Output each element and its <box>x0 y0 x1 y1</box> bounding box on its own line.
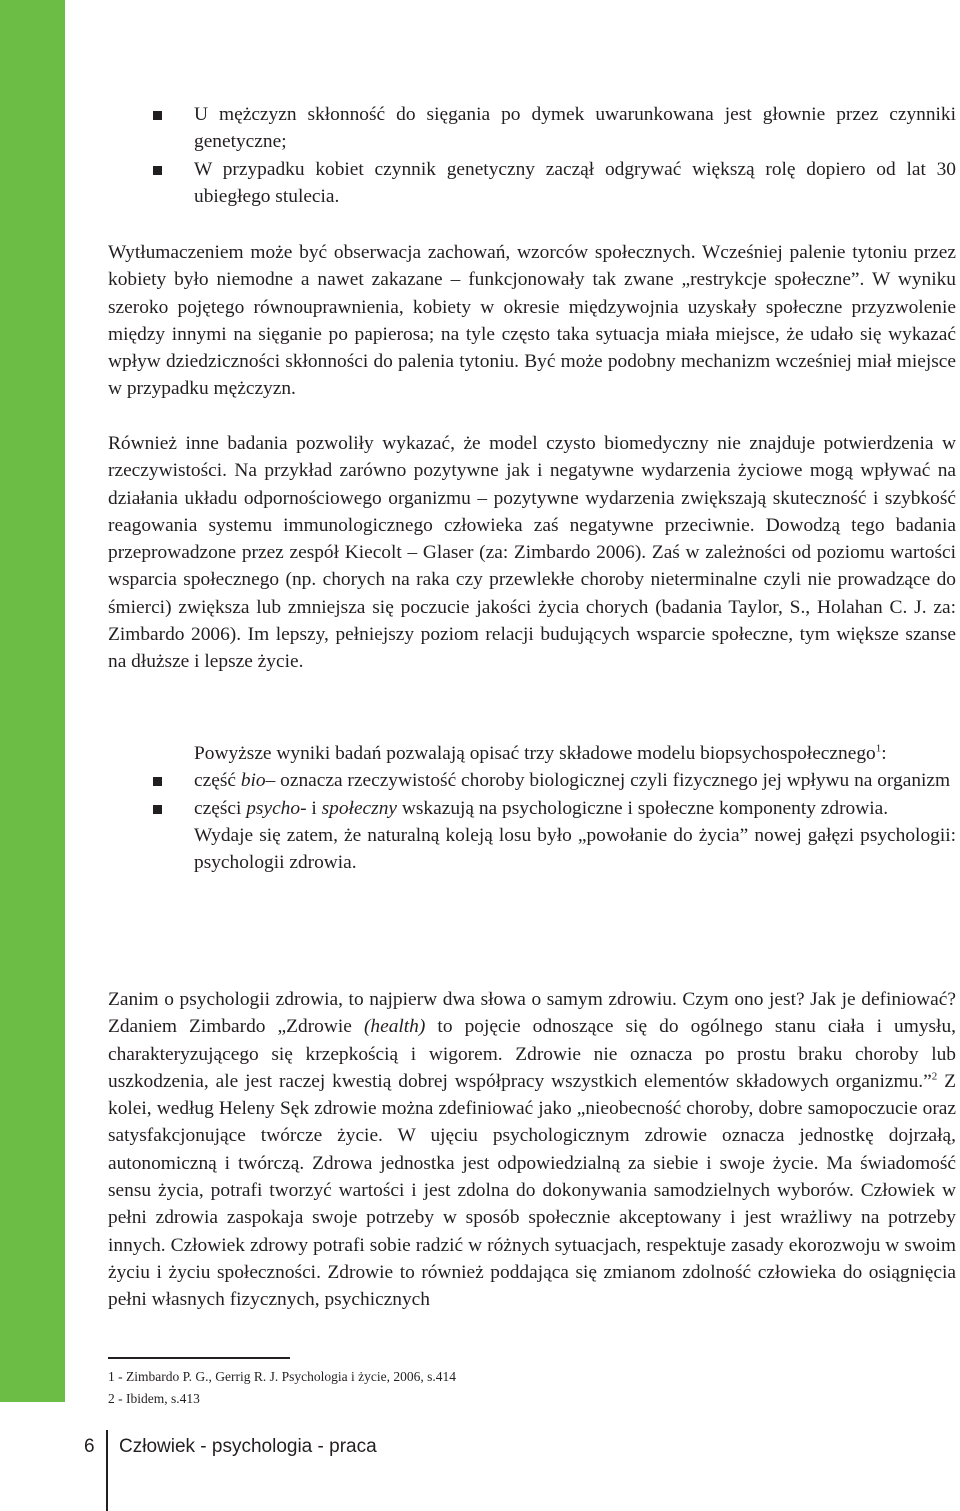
paragraph-health-definition: Zanim o psychologii zdrowia, to najpierw dwa słowa o samym zdrowiu. Czym ono jest? Jak je definiować? Zdaniem Zimbardo „Zdrowie (health) to pojęcie odnoszące się do ogólnego stanu ciała i umysłu, charakteryzującego się krzepkością i wigorem. Zdrowie nie oznacza po prostu braku choroby lub uszkodzenia, ale jest raczej kwestią dobrej współpracy wszystkich elementów składowych organizmu.”$^2$ Z kolei, według Heleny Sęk zdrowie można zdefiniować jako „nieobecność choroby, dobre samopoczucie oraz satysfakcjonujące twórcze życie. W ujęciu psychologicznym zdrowie oznacza jednostkę dojrzałą, autonomiczną i twórczą. Zdrowa jednostka jest odpowiedzialną za siebie i swoje życie. Ma świadomość sensu życia, potrafi tworzyć wartości i jest zdolna do dokonywania samodzielnych wyborów. Człowiek w pełni zdrowia zaspokaja swoje potrzeby w sposób społecznie akceptowany i jest wrażliwy na potrzeby innych. Człowiek zdrowy potrafi sobie radzić w różnych sytuacjach, respektuje zasady ekorozwoju w swoim życiu i życiu społeczności. Zdrowie to również poddająca się zmianom zdolność człowieka do osiągnięcia pełni własnych fizycznych, psychicznych <box>108 989 956 1311</box>
square-bullet-icon <box>153 166 162 175</box>
page-footer <box>0 1430 960 1511</box>
footer-divider <box>106 1430 108 1511</box>
list-item-text: U mężczyzn skłonność do sięgania po dymek uwarunkowana jest głownie przez czynniki genetyczne; <box>194 104 956 153</box>
footnote-ref: 1 <box>875 742 882 755</box>
model-intro: Powyższe wyniki badań pozwalają opisać trzy składowe modelu biopsychospołecznego$^1$: <box>194 742 887 764</box>
list-item <box>108 156 956 211</box>
square-bullet-icon <box>153 777 162 786</box>
square-bullet-icon <box>153 111 162 120</box>
list-item-psycho-social <box>108 795 956 822</box>
list-item-text: część bio– oznacza rzeczywistość choroby biologicznej czyli fizycznego jej wpływu na organizm <box>194 770 951 792</box>
footnote-1: 1 - Zimbardo P. G., Gerrig R. J. Psychologia i życie, 2006, s.414 <box>108 1369 456 1384</box>
risk-factors-list <box>108 101 956 210</box>
biopsychosocial-model-list <box>108 740 956 876</box>
footnote-2: 2 - Ibidem, s.413 <box>108 1391 200 1406</box>
side-accent-bar <box>0 0 65 1402</box>
list-item-text: W przypadku kobiet czynnik genetyczny zaczął odgrywać większą rolę dopiero od lat 30 ubiegłego stulecia. <box>194 158 956 207</box>
square-bullet-icon <box>153 805 162 814</box>
running-title: Człowiek - psychologia - praca <box>119 1436 377 1457</box>
list-item-text: części psycho- i społeczny wskazują na psychologiczne i społeczne komponenty zdrowia. <box>194 797 889 819</box>
model-conclusion: Wydaje się zatem, że naturalną koleją losu było „powołanie do życia” nowej gałęzi psychologii: psychologii zdrowia. <box>194 824 956 874</box>
footnotes <box>108 1366 456 1410</box>
paragraph-social-patterns: Wytłumaczeniem może być obserwacja zachowań, wzorców społecznych. Wcześniej palenie tytoniu przez kobiety było niemodne a nawet zakazane – funkcjonowały tak zwane „restrykcje społeczne”. W wyniku szeroko pojętego równouprawnienia, kobiety w okresie międzywojnia uzyskały społeczne przyzwolenie między innymi na sięganie po papierosa; na tyle często taka sytuacja miała miejsce, że udało się wykazać wpływ dziedziczności skłonności do palenia tytoniu. Być może podobny mechanizm wcześniej miał miejsce w przypadku mężczyzn. <box>108 242 956 400</box>
page-number: 6 <box>84 1436 95 1457</box>
footnote-divider <box>108 1357 290 1359</box>
footnote-ref: 2 <box>931 1070 938 1083</box>
paragraph-research: Również inne badania pozwoliły wykazać, że model czysto biomedyczny nie znajduje potwierdzenia w rzeczywistości. Na przykład zarówno pozytywne jak i negatywne wydarzenia życiowe mogą wpływać na działania układu odpornościowego organizmu – pozytywne wydarzenia zwiększają skuteczność i szybkość reagowania systemu immunologicznego człowieka zaś negatywne przeciwnie. Dowodzą tego badania przeprowadzone przez zespół Kiecolt – Glaser (za: Zimbardo 2006). Zaś w zależności od poziomu wartości wsparcia społecznego (np. chorych na raka czy przewlekłe choroby nieterminalne czyli nie prowadzące do śmierci) zwiększa lub zmniejsza się poczucie jakości życia chorych (badania Taylor, S., Holahan C. J. za: Zimbardo 2006). Im lepszy, pełniejszy poziom relacji budujących wsparcie społeczne, tym większe szanse na dłuższe i lepsze życie. <box>108 433 956 673</box>
list-item-bio <box>108 767 956 794</box>
list-item <box>108 101 956 156</box>
